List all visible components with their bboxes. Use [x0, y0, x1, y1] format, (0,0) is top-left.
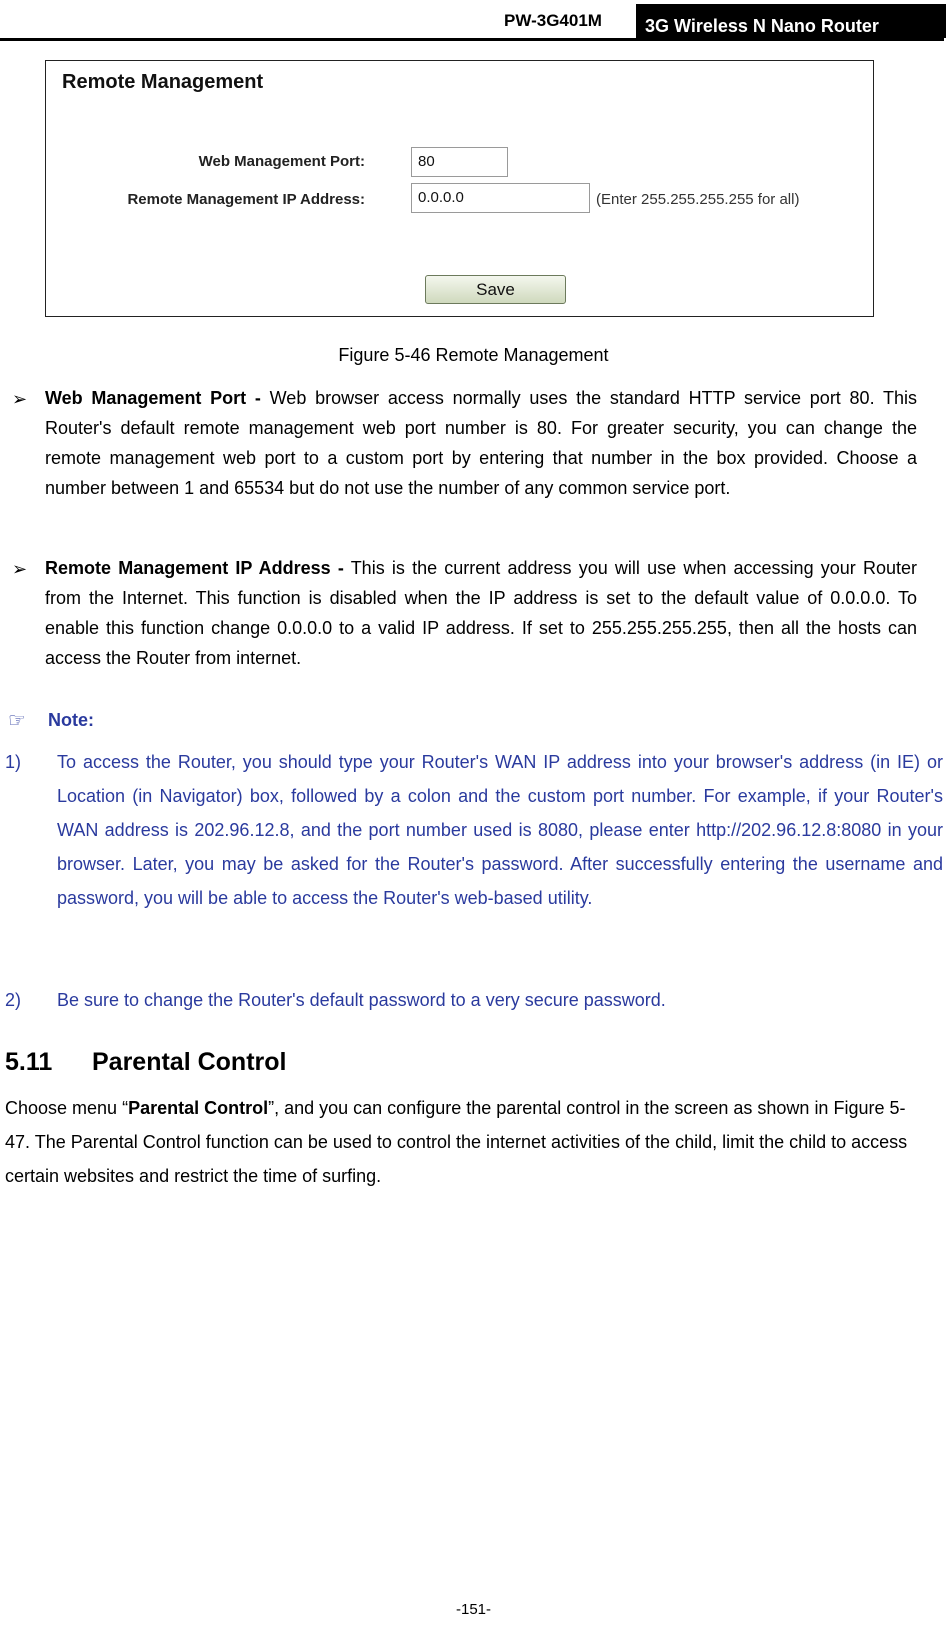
web-port-label: Web Management Port:: [198, 153, 365, 170]
bullet-web-port: [45, 383, 917, 503]
page-number: -151-: [455, 1601, 492, 1618]
pointing-hand-icon: ☞: [8, 710, 26, 732]
note-item-number: 1): [5, 752, 22, 772]
bullet-arrow-icon: ➢: [12, 559, 28, 579]
body-after: ”, and you can configure the parental control in the screen as shown in Figure 5-47. The Parental Control function can be used to control the internet activities of the child, limit the child to access certain websites and restrict the time of surfing.: [5, 1098, 908, 1186]
section-heading: [5, 1048, 286, 1077]
bullet-remote-ip: [45, 553, 917, 673]
save-button[interactable]: Save: [425, 275, 566, 304]
note-label: Note:: [48, 710, 94, 730]
body-before: Choose menu “: [5, 1098, 129, 1118]
figure-heading: Remote Management: [62, 71, 264, 93]
section-title: Parental Control: [92, 1048, 287, 1076]
bullet-term: Web Management Port -: [45, 388, 261, 408]
remote-ip-label: Remote Management IP Address:: [127, 191, 365, 208]
bullet-text: This is the current address you will use when accessing your Router from the Internet. This function is disabled when the IP address is set to the default value of 0.0.0.0. To enable this function change 0.0.0.0 to a valid IP address. If set to 255.255.255.255, then all the hosts can access the Router from internet.: [45, 558, 917, 668]
section-number: 5.11: [5, 1048, 53, 1076]
header-model: PW-3G401M: [504, 11, 602, 30]
bullet-term: Remote Management IP Address -: [45, 558, 344, 578]
header-rule: [0, 38, 944, 41]
note-item-text: Be sure to change the Router's default password to a very secure password.: [57, 990, 666, 1010]
remote-ip-hint: (Enter 255.255.255.255 for all): [596, 191, 800, 208]
web-port-input[interactable]: 80: [411, 147, 508, 177]
note-item-text: To access the Router, you should type your Router's WAN IP address into your browser's address (in IE) or Location (in Navigator) box, followed by a colon and the custom port number. For example, if your Router's WAN address is 202.96.12.8, and the port number used is 8080, please enter http://202.96.12.8:8080 in your browser. Later, you may be asked for the Router's password. After successfully entering the username and password, you will be able to access the Router's web-based utility.: [57, 752, 943, 908]
body-menu-name: Parental Control: [128, 1098, 269, 1118]
bullet-arrow-icon: ➢: [12, 389, 28, 409]
remote-ip-input[interactable]: 0.0.0.0: [411, 183, 590, 213]
note-item-number: 2): [5, 990, 22, 1010]
remote-management-figure: [45, 60, 874, 317]
section-body: [5, 1091, 917, 1193]
figure-caption: Figure 5-46 Remote Management: [338, 345, 609, 365]
header-product-title: 3G Wireless N Nano Router: [636, 4, 946, 38]
bullet-text: Web browser access normally uses the standard HTTP service port 80. This Router's default remote management web port number is 80. For greater security, you can change the remote management web port to a custom port by entering that number in the box provided. Choose a number between 1 and 65534 but do not use the number of any common service port.: [45, 388, 917, 498]
